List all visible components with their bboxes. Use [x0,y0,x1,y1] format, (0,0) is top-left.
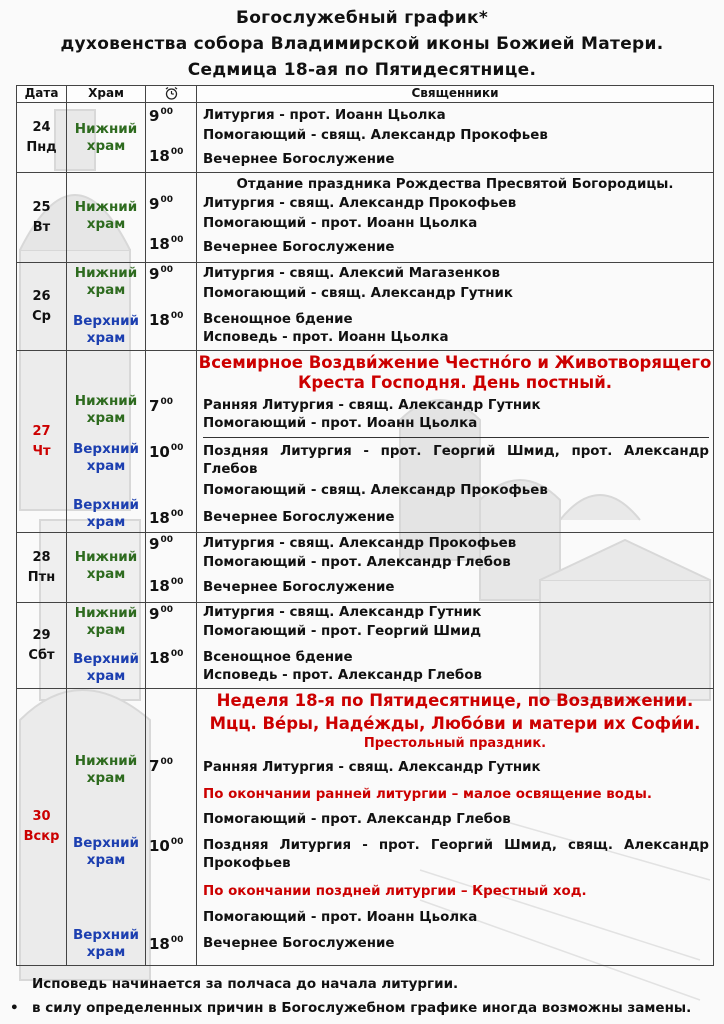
time-minutes: 00 [170,443,184,453]
weekday: Сбт [28,647,55,663]
temple-label-word: Верхний [72,927,140,943]
temple-cell [67,689,146,966]
table-row [17,103,714,173]
priests-cell [197,263,714,351]
service-time [149,509,183,527]
temple-label-upper [67,651,145,685]
time-hour: 10 [149,443,170,461]
table-header-row [17,86,714,103]
priests-cell [197,689,714,966]
time-minutes: 00 [170,837,184,847]
temple-label-word: храм [86,852,126,868]
table-row [17,173,714,263]
schedule-title: Богослужебный график* [235,8,489,28]
service-line: Глебов [203,462,258,477]
time-hour: 18 [149,147,170,165]
time-minutes: 00 [160,535,173,545]
day-number: 30 [32,809,51,824]
feast-title: Всемирное Воздви́жение Честно́го и Животворящего [198,353,712,372]
time-hour: 9 [149,195,160,213]
service-time [149,265,173,283]
service-note: По окончании поздней литургии – Крестный ход. [203,884,587,899]
date-cell [17,351,67,533]
time-hour: 18 [149,577,170,595]
temple-label-word: храм [86,514,126,530]
feast-title: Мцц. Ве́ры, Наде́жды, Любо́ви и матери их Софи́и. [209,714,701,733]
day-number: 26 [32,288,51,304]
weekday: Птн [27,569,56,585]
temple-label-word: храм [86,566,126,582]
temple-cell [67,263,146,351]
date-cell [17,173,67,263]
temple-cell [67,173,146,263]
bullet: • [10,1000,19,1016]
weekday: Чт [32,443,51,459]
service-line: Вечернее Богослужение [203,936,395,951]
temple-cell [67,103,146,173]
time-cell [146,103,197,173]
time-hour: 7 [149,397,160,415]
service-time [149,605,173,623]
time-cell [146,533,197,603]
time-minutes: 00 [170,147,184,157]
priests-cell [197,533,714,603]
temple-label-word: храм [86,138,126,154]
service-line: Помогающий - прот. Иоанн Цьолка [203,910,478,925]
service-line: Помогающий - прот. Александр Глебов [203,812,511,827]
service-line: Всенощное бдение [203,312,353,327]
service-time [149,837,183,855]
day-number: 25 [32,199,51,215]
weekday: Пнд [26,139,57,155]
temple-label-upper [67,313,145,347]
col-priests-header: Священники [197,86,714,103]
day-number: 29 [32,627,51,643]
time-hour: 9 [149,605,160,623]
time-hour: 18 [149,935,170,953]
time-minutes: 00 [170,235,184,245]
time-minutes: 00 [160,195,173,205]
schedule-table [16,85,714,966]
temple-label-word: Верхний [72,651,140,667]
temple-label-lower [67,753,145,787]
col-time-header [146,86,197,103]
time-minutes: 00 [170,935,184,945]
service-time [149,535,173,553]
temple-label-word: храм [86,668,126,684]
weekday: Вскр [23,829,60,844]
service-line: Вечернее Богослужение [203,580,395,595]
service-line: Исповедь - прот. Иоанн Цьолка [203,330,449,345]
time-minutes: 00 [160,107,173,117]
service-time [149,147,183,165]
time-minutes: 00 [170,577,184,587]
temple-label-word: Нижний [74,549,138,565]
service-line: Помогающий - свящ. Александр Прокофьев [203,128,548,143]
service-time [149,443,183,461]
day-number: 27 [32,423,51,439]
time-minutes: 00 [160,605,173,615]
time-minutes: 00 [160,397,173,407]
feast-title: Неделя 18-я по Пятидесятнице, по Воздвижении. [216,691,694,710]
feast-title: Отдание праздника Рождества Пресвятой Богородицы. [236,177,674,192]
confession-note: Исповедь начинается за полчаса до начала литургии. [32,976,459,992]
service-line: Помогающий - прот. Александр Глебов [203,555,511,570]
service-time [149,649,183,667]
temple-label-lower [67,393,145,427]
service-line: Литургия - свящ. Алексий Магазенков [203,266,500,281]
col-temple-header: Храм [67,86,146,103]
day-number: 28 [32,549,51,565]
temple-label-word: храм [86,282,126,298]
replacement-note [10,996,712,1020]
service-line: Поздняя Литургия - прот. Георгий Шмид, прот. Александр [203,444,709,459]
time-minutes: 00 [160,757,173,767]
priests-cell [197,103,714,173]
service-line: Помогающий - прот. Иоанн Цьолка [203,216,478,231]
table-row [17,263,714,351]
temple-label-word: Нижний [74,121,138,137]
service-line: Ранняя Литургия - свящ. Александр Гутник [203,398,541,413]
date-cell [17,603,67,689]
service-line: Всенощное бдение [203,650,353,665]
service-time [149,757,173,775]
temple-label-word: Верхний [72,835,140,851]
service-line: Литургия - свящ. Александр Гутник [203,605,482,620]
service-line: Литургия - свящ. Александр Прокофьев [203,196,517,211]
service-time [149,311,183,329]
service-time [149,577,183,595]
temple-label-word: Нижний [74,753,138,769]
temple-cell [67,533,146,603]
temple-label-lower [67,199,145,233]
temple-label-word: Верхний [72,313,140,329]
temple-label-word: храм [86,216,126,232]
row-divider [203,437,709,438]
temple-label-upper [67,835,145,869]
service-line: Помогающий - прот. Иоанн Цьолка [203,416,478,431]
temple-label-lower [67,605,145,639]
time-hour: 9 [149,265,160,283]
replacement-note-text: в силу определенных причин в Богослужебном графике иногда возможны замены. [32,1000,692,1016]
service-line: Литургия - прот. Иоанн Цьолка [203,108,446,123]
alarm-clock-icon [164,86,179,101]
time-hour: 18 [149,311,170,329]
service-line: Прокофьев [203,856,291,871]
service-time [149,195,173,213]
service-line: Исповедь - прот. Александр Глебов [203,668,482,683]
time-minutes: 00 [170,311,184,321]
temple-label-word: храм [86,622,126,638]
priests-cell [197,351,714,533]
temple-label-word: храм [86,770,126,786]
date-cell [17,263,67,351]
temple-cell [67,351,146,533]
service-time [149,107,173,125]
temple-label-word: Нижний [74,199,138,215]
footer-notes [10,972,712,1020]
service-line: Помогающий - свящ. Александр Гутник [203,286,513,301]
table-row [17,603,714,689]
temple-label-lower [67,549,145,583]
temple-label-upper [67,927,145,961]
service-time [149,235,183,253]
temple-label-lower [67,121,145,155]
service-line: Литургия - свящ. Александр Прокофьев [203,536,517,551]
temple-label-word: храм [86,458,126,474]
temple-label-upper [67,441,145,475]
service-line: Ранняя Литургия - свящ. Александр Гутник [203,760,541,775]
service-line: Помогающий - свящ. Александр Прокофьев [203,483,548,498]
feast-title: Креста Господня. День постный. [297,373,613,392]
table-row [17,689,714,966]
time-hour: 18 [149,235,170,253]
temple-label-word: Нижний [74,265,138,281]
temple-label-word: храм [86,410,126,426]
temple-label-word: Верхний [72,497,140,513]
temple-label-word: Верхний [72,441,140,457]
time-cell [146,173,197,263]
temple-label-word: Нижний [74,393,138,409]
time-hour: 18 [149,509,170,527]
time-minutes: 00 [170,509,184,519]
time-hour: 18 [149,649,170,667]
time-cell [146,689,197,966]
service-line: Помогающий - прот. Георгий Шмид [203,624,482,639]
time-cell [146,603,197,689]
service-note: По окончании ранней литургии – малое освящение воды. [203,787,652,802]
weekday: Вт [32,219,51,235]
time-minutes: 00 [160,265,173,275]
priests-cell [197,173,714,263]
temple-label-word: Нижний [74,605,138,621]
service-line: Вечернее Богослужение [203,510,395,525]
time-hour: 7 [149,757,160,775]
priests-cell [197,603,714,689]
schedule-subtitle: духовенства собора Владимирской иконы Божией Матери. [60,34,664,54]
date-cell [17,533,67,603]
temple-label-word: храм [86,330,126,346]
temple-label-upper [67,497,145,531]
service-time [149,397,173,415]
date-cell [17,103,67,173]
temple-label-word: храм [86,944,126,960]
service-line: Вечернее Богослужение [203,152,395,167]
week-title: Седмица 18-ая по Пятидесятнице. [187,60,537,80]
temple-cell [67,603,146,689]
feast-subtitle: Престольный праздник. [363,736,547,751]
time-hour: 9 [149,535,160,553]
service-line: Поздняя Литургия - прот. Георгий Шмид, свящ. Александр [203,838,709,853]
table-row [17,351,714,533]
time-cell [146,263,197,351]
service-time [149,935,183,953]
time-hour: 10 [149,837,170,855]
time-minutes: 00 [170,649,184,659]
date-cell [17,689,67,966]
time-hour: 9 [149,107,160,125]
service-line: Вечернее Богослужение [203,240,395,255]
time-cell [146,351,197,533]
temple-label-lower [67,265,145,299]
col-date-header: Дата [17,86,67,103]
day-number: 24 [32,119,51,135]
weekday: Ср [32,308,51,324]
table-row [17,533,714,603]
